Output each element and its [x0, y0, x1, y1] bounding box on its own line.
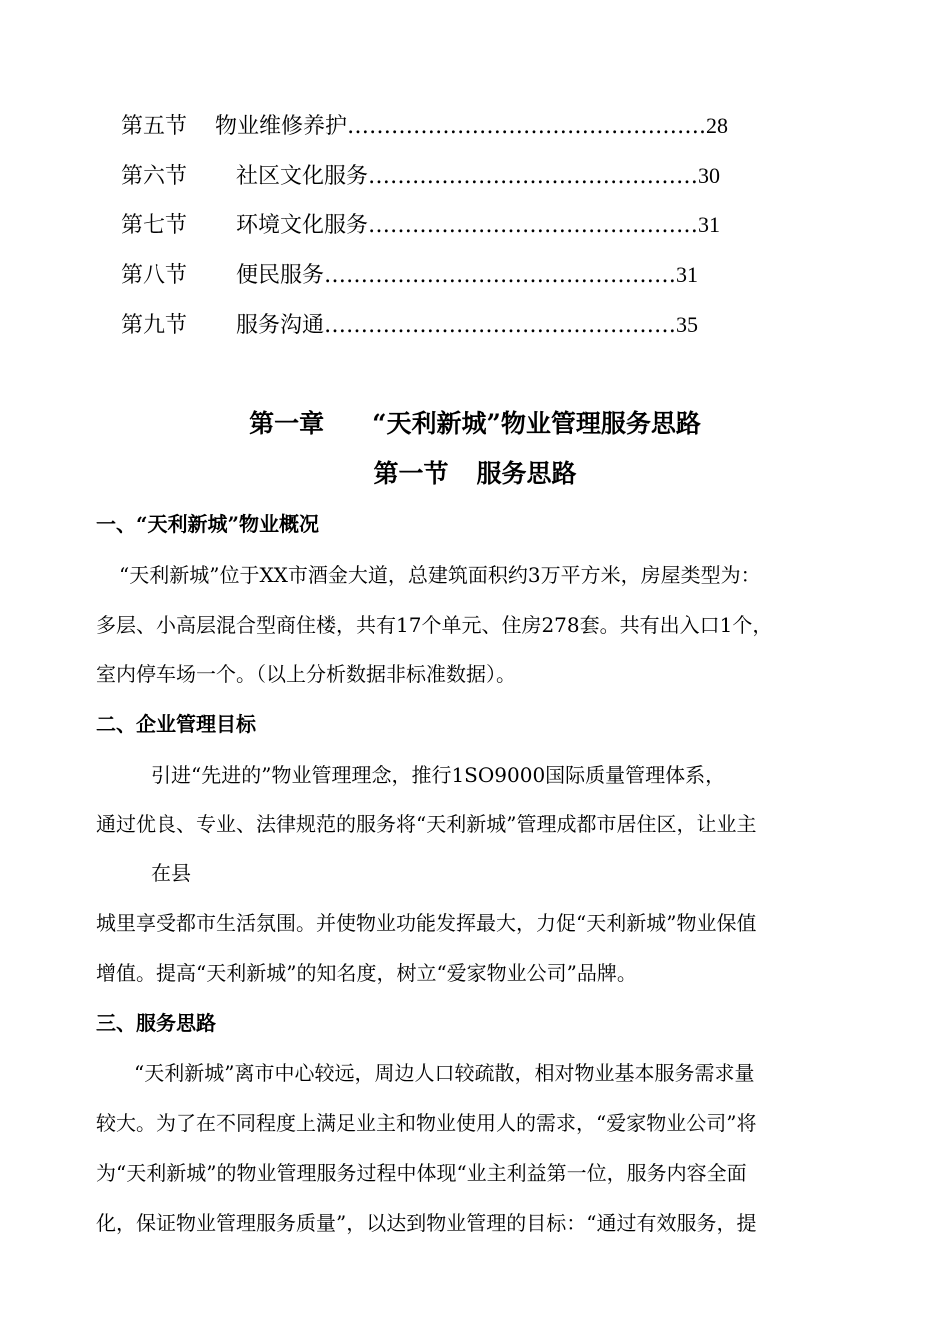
paragraph-line: 多层、小高层混合型商住楼，共有17个单元、住房278套。共有出入口1个， [96, 613, 773, 637]
paragraph-line: 化，保证物业管理服务质量”，以达到物业管理的目标：“通过有效服务，提 [96, 1211, 757, 1235]
toc-section-label: 第七节 [121, 213, 188, 238]
toc-title: 环境文化服务 [236, 213, 369, 238]
heading-management-goals: 二、企业管理目标 [96, 712, 256, 736]
toc-entry-8[interactable] [121, 260, 698, 291]
toc-page-number: 30 [698, 163, 721, 188]
toc-leader-dots: …………………………………………. [347, 114, 707, 139]
toc-leader-dots: ………………………………………… [324, 313, 677, 338]
paragraph-line: 引进“先进的”物业管理理念，推行1SO9000国际质量管理体系， [151, 763, 726, 787]
toc-leader-dots: ………………………………………… [324, 263, 677, 288]
chapter-label: 第一章 [249, 409, 325, 438]
paragraph-line: “天利新城”离市中心较远，周边人口较疏散，相对物业基本服务需求量 [134, 1061, 755, 1085]
toc-title: 服务沟通 [236, 313, 325, 338]
chapter-name: “天利新城”物业管理服务思路 [372, 409, 701, 438]
heading-service-approach: 三、服务思路 [96, 1011, 216, 1035]
toc-title: 社区文化服务 [236, 164, 369, 189]
paragraph-line: 较大。为了在不同程度上满足业主和物业使用人的需求，“爱家物业公司”将 [96, 1111, 757, 1135]
chapter-title [0, 406, 950, 442]
paragraph-line: 通过优良、专业、法律规范的服务将“天利新城”管理成都市居住区，让业主 [96, 812, 757, 836]
toc-leader-dots: ……………………………………… [368, 213, 699, 238]
toc-title: 便民服务 [236, 263, 325, 288]
toc-page-number: 31 [676, 262, 699, 287]
toc-entry-5[interactable] [121, 111, 728, 142]
section-name: 服务思路 [476, 459, 577, 488]
paragraph-line: 增值。提高“天利新城”的知名度，树立“爱家物业公司”品牌。 [96, 961, 637, 985]
toc-leader-dots: ……………………………………… [368, 164, 699, 189]
toc-section-label: 第八节 [121, 263, 188, 288]
section-title [0, 456, 950, 492]
toc-page-number: 31 [698, 212, 721, 237]
toc-page-number: 35 [676, 312, 699, 337]
toc-entry-9[interactable] [121, 310, 698, 341]
toc-title: 物业维修养护 [215, 114, 348, 139]
section-label: 第一节 [373, 459, 449, 488]
heading-overview: 一、“天利新城”物业概况 [96, 512, 320, 536]
toc-section-label: 第五节 [121, 114, 188, 139]
toc-page-number: 28 [706, 113, 729, 138]
paragraph-line: “天利新城”位于XX市酒金大道，总建筑面积约3万平方米，房屋类型为： [119, 563, 761, 587]
toc-entry-6[interactable] [121, 161, 720, 192]
toc-section-label: 第六节 [121, 164, 188, 189]
toc-entry-7[interactable] [121, 210, 720, 241]
paragraph-line: 在县 [151, 861, 191, 885]
paragraph-line: 室内停车场一个。（以上分析数据非标准数据）。 [96, 662, 516, 686]
paragraph-line: 为“天利新城”的物业管理服务过程中体现“业主利益第一位，服务内容全面 [96, 1161, 747, 1185]
paragraph-line: 城里享受都市生活氛围。并使物业功能发挥最大，力促“天利新城”物业保值 [96, 911, 757, 935]
toc-section-label: 第九节 [121, 313, 188, 338]
